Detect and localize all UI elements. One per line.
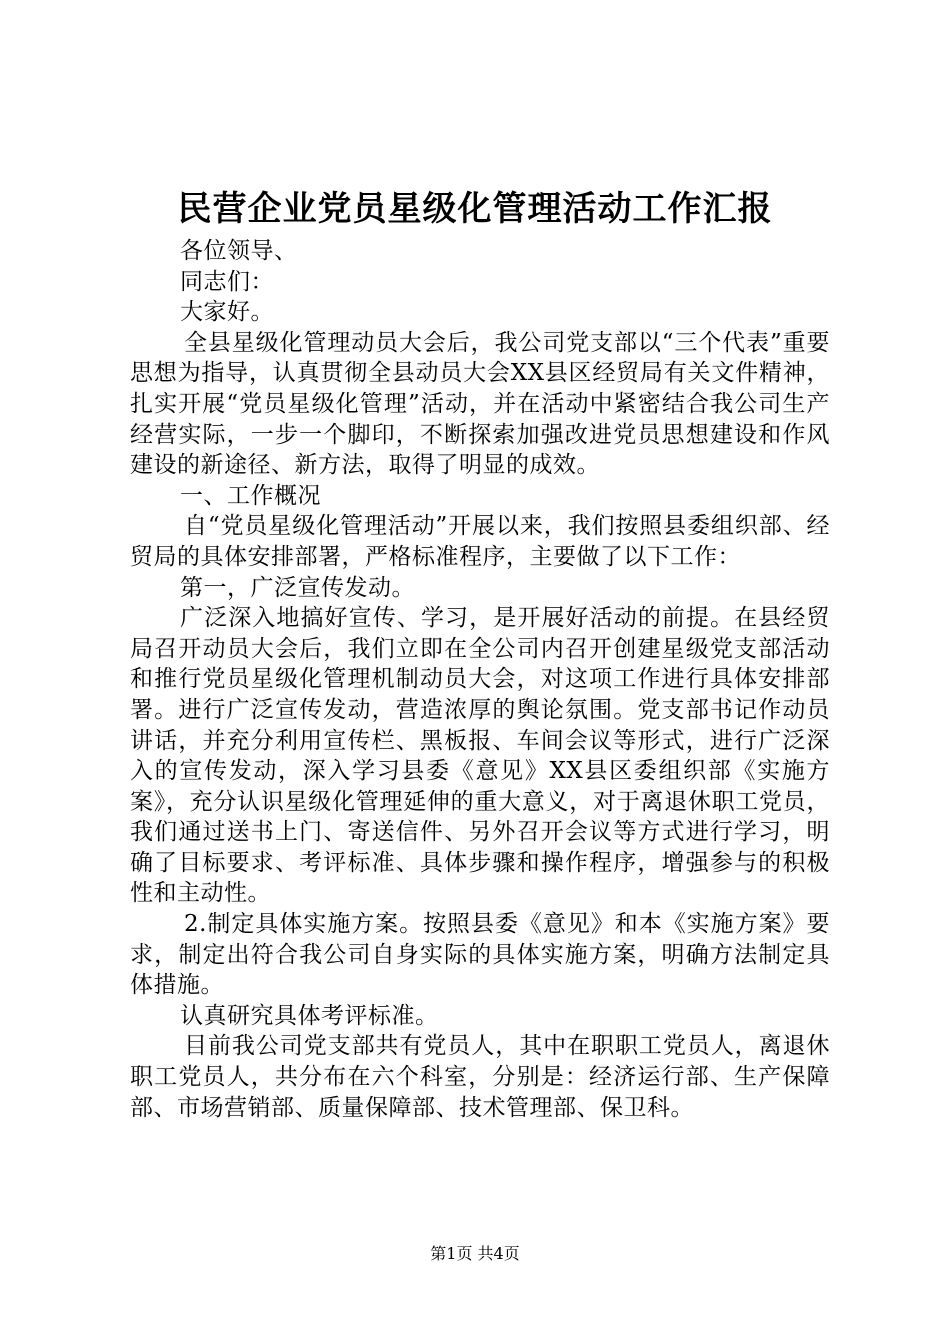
implementation-plan-paragraph: 2.制定具体实施方案。按照县委《意见》和本《实施方案》要求，制定出符合我公司自身实际的具体实施方案，明确方法制定具体措施。	[130, 911, 830, 999]
publicity-paragraph: 广泛深入地搞好宣传、学习，是开展好活动的前提。在县经贸局召开动员大会后，我们立即在全公司内召开创建星级党支部活动和推行党员星级化管理机制动员大会，对这项工作进行具体安排部署。进行广泛宣传发动，营造浓厚的舆论氛围。党支部书记作动员讲话，并充分利用宣传栏、黑板报、车间会议等形式，进行广泛深入的宣传发动，深入学习县委《意见》XX县区委组织部《实施方案》，充分认识星级化管理延伸的重大意义，对于离退休职工党员，我们通过送书上门、寄送信件、另外召开会议等方式进行学习，明确了目标要求、考评标准、具体步骤和操作程序，增强参与的积极性和主动性。	[130, 605, 830, 907]
salutation-comrades: 同志们：	[180, 268, 274, 295]
document-title: 民营企业党员星级化管理活动工作汇报	[177, 189, 773, 229]
document-body	[130, 236, 830, 1123]
overview-paragraph: 自“党员星级化管理活动”开展以来，我们按照县委组织部、经贸局的具体安排部署，严格标准程序，主要做了以下工作：	[130, 513, 830, 570]
subheading-publicity: 第一，广泛宣传发动。	[180, 574, 415, 601]
membership-paragraph: 目前我公司党支部共有党员人，其中在职职工党员人，离退休职工党员人，共分布在六个科室，分别是：经济运行部、生产保障部、市场营销部、质量保障部、技术管理部、保卫科。	[130, 1033, 830, 1121]
section-heading-overview: 一、工作概况	[180, 482, 321, 509]
evaluation-standard-line: 认真研究具体考评标准。	[180, 1002, 439, 1029]
salutation-leaders: 各位领导、	[180, 238, 298, 264]
greeting: 大家好。	[180, 299, 274, 326]
page-footer: 第1页 共4页	[430, 1244, 520, 1263]
intro-paragraph: 全县星级化管理动员大会后，我公司党支部以“三个代表”重要思想为指导，认真贯彻全县动员大会XX县区经贸局有关文件精神，扎实开展“党员星级化管理”活动，并在活动中紧密结合我公司生产经营实际，一步一个脚印，不断探索加强改进党员思想建设和作风建设的新途径、新方法，取得了明显的成效。	[130, 329, 830, 479]
